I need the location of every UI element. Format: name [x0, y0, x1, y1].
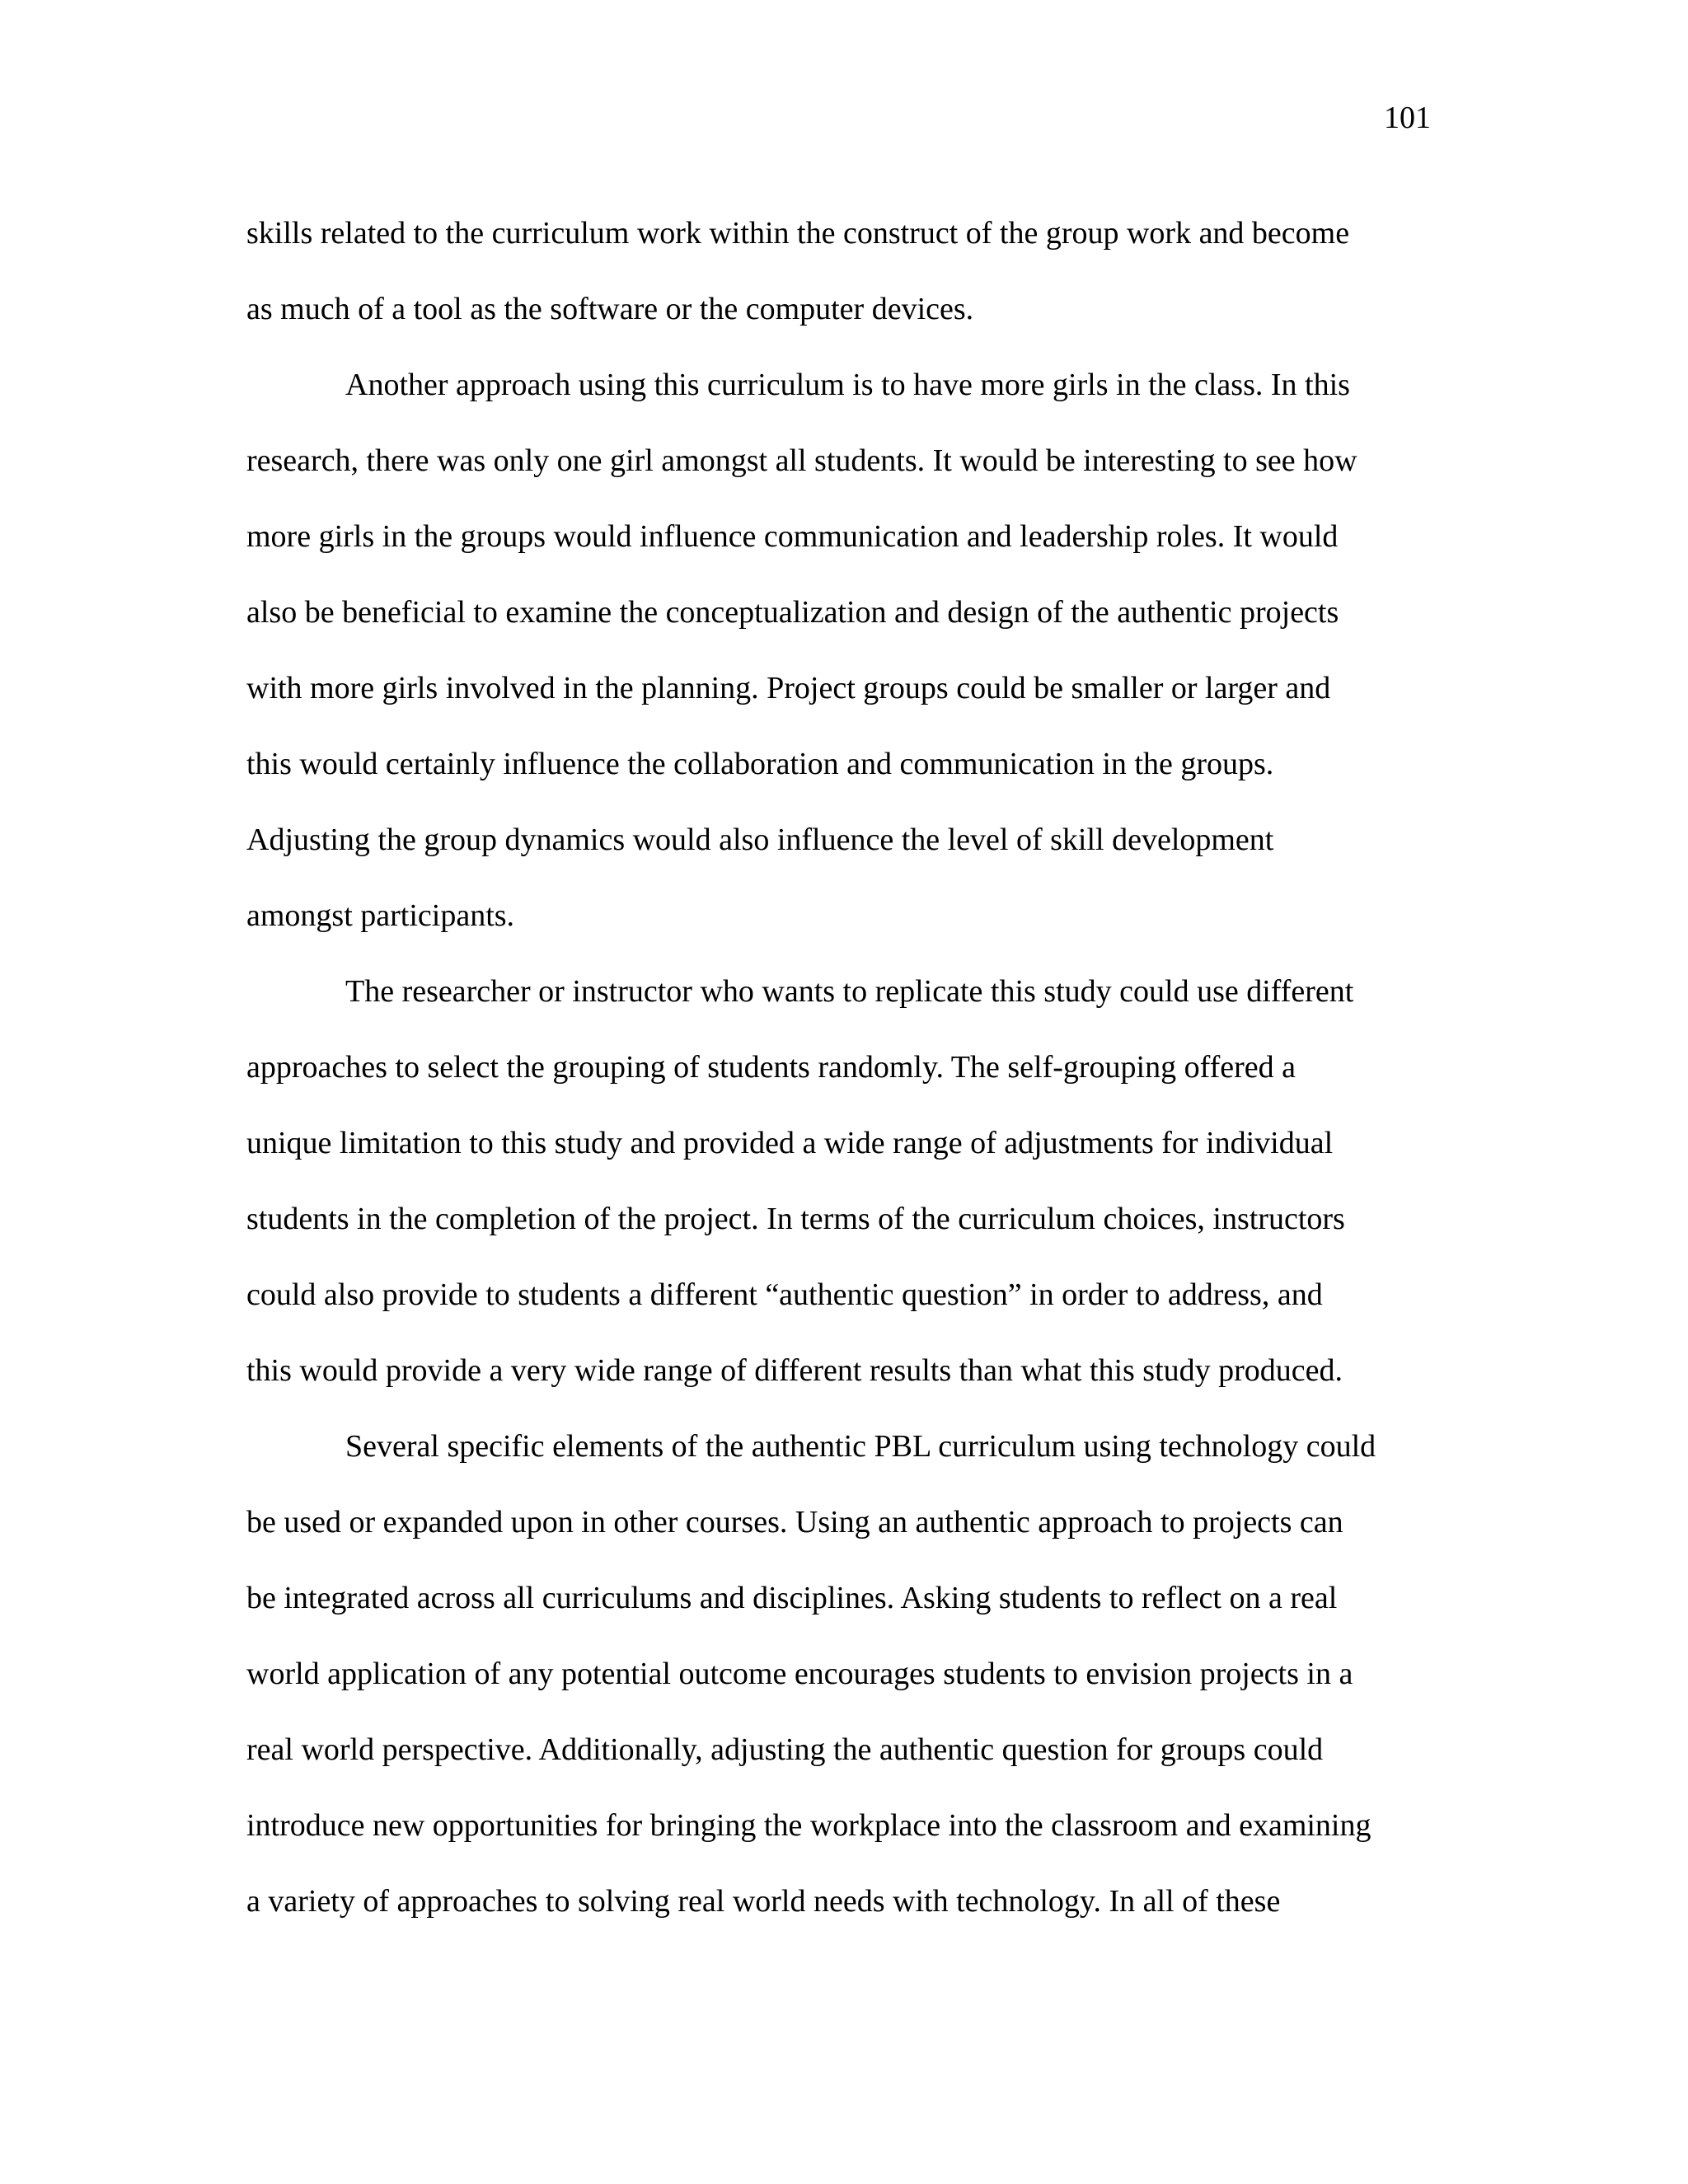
paragraph-first-line: The researcher or instructor who wants to replicate this study could use different	[345, 974, 1354, 1009]
text-line: skills related to the curriculum work within the construct of the group work and become	[246, 216, 1350, 251]
text-line: more girls in the groups would influence communication and leadership roles. It would	[246, 519, 1339, 554]
text-line: introduce new opportunities for bringing the workplace into the classroom and examining	[246, 1808, 1372, 1843]
text-line: be used or expanded upon in other courses. Using an authentic approach to projects can	[246, 1505, 1343, 1540]
text-line: could also provide to students a different “authentic question” in order to address, and	[246, 1277, 1323, 1312]
text-line: approaches to select the grouping of students randomly. The self-grouping offered a	[246, 1050, 1296, 1085]
text-line: with more girls involved in the planning. Project groups could be smaller or larger and	[246, 671, 1331, 705]
text-line: a variety of approaches to solving real world needs with technology. In all of these	[246, 1884, 1281, 1919]
text-line: research, there was only one girl amongst all students. It would be interesting to see how	[246, 443, 1357, 478]
text-line: as much of a tool as the software or the computer devices.	[246, 292, 974, 326]
page-number: 101	[1384, 101, 1431, 135]
text-line: students in the completion of the project. In terms of the curriculum choices, instructors	[246, 1202, 1345, 1236]
paragraph-first-line: Another approach using this curriculum is to have more girls in the class. In this	[345, 368, 1350, 402]
text-line: be integrated across all curriculums and disciplines. Asking students to reflect on a real	[246, 1581, 1338, 1615]
text-line: amongst participants.	[246, 898, 515, 933]
text-line: Adjusting the group dynamics would also influence the level of skill development	[246, 823, 1274, 857]
text-line: this would certainly influence the collaboration and communication in the groups.	[246, 747, 1274, 781]
text-line: this would provide a very wide range of different results than what this study produced.	[246, 1353, 1343, 1388]
text-line: also be beneficial to examine the conceptualization and design of the authentic projects	[246, 595, 1339, 630]
text-line: real world perspective. Additionally, adjusting the authentic question for groups could	[246, 1732, 1324, 1767]
text-line: unique limitation to this study and provided a wide range of adjustments for individual	[246, 1126, 1334, 1160]
body-text	[246, 195, 1442, 1939]
paragraph-first-line: Several specific elements of the authentic PBL curriculum using technology could	[345, 1429, 1376, 1464]
text-line: world application of any potential outcome encourages students to envision projects in a	[246, 1657, 1353, 1691]
